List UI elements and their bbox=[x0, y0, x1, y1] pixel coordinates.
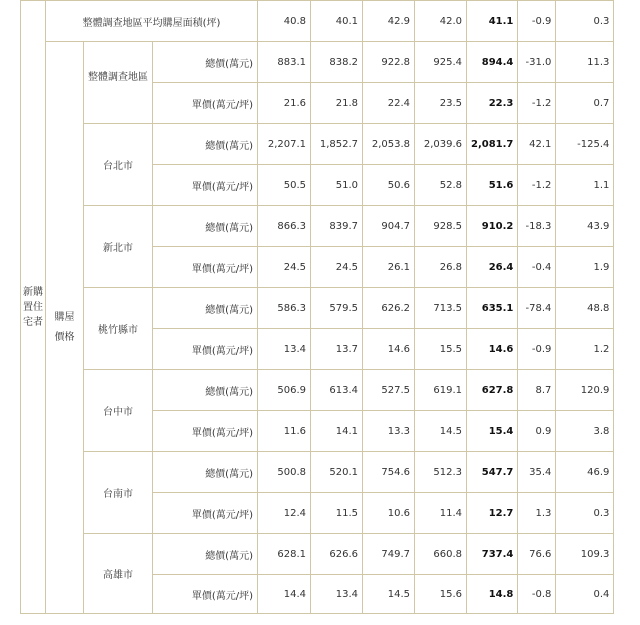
value-cell: 15.5 bbox=[415, 329, 467, 370]
value-cell: -0.9 bbox=[518, 1, 556, 42]
value-cell: 626.6 bbox=[311, 534, 363, 575]
value-cell: 1,852.7 bbox=[311, 124, 363, 165]
value-cell: 0.9 bbox=[518, 411, 556, 452]
value-cell: 11.5 bbox=[311, 493, 363, 534]
region-name: 台南市 bbox=[84, 452, 153, 534]
value-cell: -1.2 bbox=[518, 83, 556, 124]
value-cell: 894.4 bbox=[467, 42, 518, 83]
value-cell: 50.6 bbox=[363, 165, 415, 206]
metric-label: 單價(萬元/坪) bbox=[153, 411, 258, 452]
value-cell: 14.8 bbox=[467, 575, 518, 614]
value-cell: 14.1 bbox=[311, 411, 363, 452]
value-cell: 579.5 bbox=[311, 288, 363, 329]
value-cell: 586.3 bbox=[258, 288, 311, 329]
value-cell: 109.3 bbox=[556, 534, 614, 575]
value-cell: 1.9 bbox=[556, 247, 614, 288]
metric-label: 總價(萬元) bbox=[153, 42, 258, 83]
value-cell: -125.4 bbox=[556, 124, 614, 165]
value-cell: 40.8 bbox=[258, 1, 311, 42]
value-cell: 50.5 bbox=[258, 165, 311, 206]
value-cell: 628.1 bbox=[258, 534, 311, 575]
area-label: 整體調查地區平均購屋面積(坪) bbox=[46, 1, 258, 42]
table-row bbox=[21, 206, 614, 247]
value-cell: 22.3 bbox=[467, 83, 518, 124]
value-cell: -0.9 bbox=[518, 329, 556, 370]
value-cell: 24.5 bbox=[258, 247, 311, 288]
value-cell: 660.8 bbox=[415, 534, 467, 575]
metric-label: 總價(萬元) bbox=[153, 370, 258, 411]
value-cell: 35.4 bbox=[518, 452, 556, 493]
value-cell: 754.6 bbox=[363, 452, 415, 493]
value-cell: 22.4 bbox=[363, 83, 415, 124]
value-cell: 52.8 bbox=[415, 165, 467, 206]
value-cell: 910.2 bbox=[467, 206, 518, 247]
value-cell: -78.4 bbox=[518, 288, 556, 329]
metric-label: 單價(萬元/坪) bbox=[153, 329, 258, 370]
value-cell: 13.3 bbox=[363, 411, 415, 452]
value-cell: 14.4 bbox=[258, 575, 311, 614]
value-cell: 21.6 bbox=[258, 83, 311, 124]
value-cell: 2,081.7 bbox=[467, 124, 518, 165]
metric-label: 單價(萬元/坪) bbox=[153, 83, 258, 124]
value-cell: 11.4 bbox=[415, 493, 467, 534]
value-cell: 520.1 bbox=[311, 452, 363, 493]
value-cell: 613.4 bbox=[311, 370, 363, 411]
value-cell: 749.7 bbox=[363, 534, 415, 575]
area-row bbox=[21, 1, 614, 42]
value-cell: 0.3 bbox=[556, 1, 614, 42]
survey-table-container bbox=[20, 0, 614, 614]
value-cell: 928.5 bbox=[415, 206, 467, 247]
value-cell: 1.1 bbox=[556, 165, 614, 206]
metric-label: 總價(萬元) bbox=[153, 534, 258, 575]
value-cell: 626.2 bbox=[363, 288, 415, 329]
value-cell: 48.8 bbox=[556, 288, 614, 329]
value-cell: 11.3 bbox=[556, 42, 614, 83]
value-cell: 15.6 bbox=[415, 575, 467, 614]
value-cell: 14.5 bbox=[363, 575, 415, 614]
value-cell: -18.3 bbox=[518, 206, 556, 247]
metric-label: 單價(萬元/坪) bbox=[153, 165, 258, 206]
value-cell: 3.8 bbox=[556, 411, 614, 452]
metric-label: 單價(萬元/坪) bbox=[153, 575, 258, 614]
metric-label: 單價(萬元/坪) bbox=[153, 493, 258, 534]
value-cell: 42.0 bbox=[415, 1, 467, 42]
value-cell: 506.9 bbox=[258, 370, 311, 411]
value-cell: 40.1 bbox=[311, 1, 363, 42]
value-cell: 1.2 bbox=[556, 329, 614, 370]
table-row bbox=[21, 534, 614, 575]
metric-label: 總價(萬元) bbox=[153, 206, 258, 247]
region-name: 新北市 bbox=[84, 206, 153, 288]
table-row bbox=[21, 124, 614, 165]
value-cell: 42.9 bbox=[363, 1, 415, 42]
table-row bbox=[21, 288, 614, 329]
value-cell: 13.7 bbox=[311, 329, 363, 370]
value-cell: 0.4 bbox=[556, 575, 614, 614]
value-cell: 0.3 bbox=[556, 493, 614, 534]
value-cell: 883.1 bbox=[258, 42, 311, 83]
value-cell: 51.6 bbox=[467, 165, 518, 206]
housing-price-table bbox=[20, 0, 614, 614]
value-cell: 839.7 bbox=[311, 206, 363, 247]
value-cell: 12.4 bbox=[258, 493, 311, 534]
region-name: 桃竹縣市 bbox=[84, 288, 153, 370]
value-cell: 14.6 bbox=[467, 329, 518, 370]
main-group-text: 置住 bbox=[23, 301, 43, 313]
metric-label: 總價(萬元) bbox=[153, 452, 258, 493]
value-cell: 737.4 bbox=[467, 534, 518, 575]
region-name: 台北市 bbox=[84, 124, 153, 206]
value-cell: 500.8 bbox=[258, 452, 311, 493]
value-cell: 42.1 bbox=[518, 124, 556, 165]
value-cell: 10.6 bbox=[363, 493, 415, 534]
region-name: 台中市 bbox=[84, 370, 153, 452]
main-group-text: 新購 bbox=[23, 286, 43, 298]
value-cell: 1.3 bbox=[518, 493, 556, 534]
value-cell: 0.7 bbox=[556, 83, 614, 124]
value-cell: 619.1 bbox=[415, 370, 467, 411]
value-cell: 925.4 bbox=[415, 42, 467, 83]
value-cell: 512.3 bbox=[415, 452, 467, 493]
value-cell: 23.5 bbox=[415, 83, 467, 124]
value-cell: -0.4 bbox=[518, 247, 556, 288]
value-cell: 41.1 bbox=[467, 1, 518, 42]
value-cell: 46.9 bbox=[556, 452, 614, 493]
value-cell: 26.4 bbox=[467, 247, 518, 288]
value-cell: 14.6 bbox=[363, 329, 415, 370]
category-text: 價格 bbox=[54, 331, 75, 343]
value-cell: 120.9 bbox=[556, 370, 614, 411]
value-cell: 635.1 bbox=[467, 288, 518, 329]
value-cell: 713.5 bbox=[415, 288, 467, 329]
value-cell: 11.6 bbox=[258, 411, 311, 452]
region-name: 整體調查地區 bbox=[84, 42, 153, 124]
category-cell bbox=[46, 42, 84, 614]
value-cell: 13.4 bbox=[311, 575, 363, 614]
region-name: 高雄市 bbox=[84, 534, 153, 614]
value-cell: 26.8 bbox=[415, 247, 467, 288]
value-cell: 627.8 bbox=[467, 370, 518, 411]
main-group-text: 宅者 bbox=[23, 316, 43, 328]
value-cell: 26.1 bbox=[363, 247, 415, 288]
value-cell: -31.0 bbox=[518, 42, 556, 83]
value-cell: 2,207.1 bbox=[258, 124, 311, 165]
value-cell: 866.3 bbox=[258, 206, 311, 247]
value-cell: 24.5 bbox=[311, 247, 363, 288]
main-group-cell bbox=[21, 1, 46, 614]
value-cell: 43.9 bbox=[556, 206, 614, 247]
value-cell: -1.2 bbox=[518, 165, 556, 206]
value-cell: 922.8 bbox=[363, 42, 415, 83]
value-cell: 76.6 bbox=[518, 534, 556, 575]
metric-label: 單價(萬元/坪) bbox=[153, 247, 258, 288]
table-row bbox=[21, 42, 614, 83]
value-cell: 2,053.8 bbox=[363, 124, 415, 165]
table-row bbox=[21, 452, 614, 493]
value-cell: 838.2 bbox=[311, 42, 363, 83]
value-cell: 2,039.6 bbox=[415, 124, 467, 165]
value-cell: -0.8 bbox=[518, 575, 556, 614]
value-cell: 547.7 bbox=[467, 452, 518, 493]
metric-label: 總價(萬元) bbox=[153, 288, 258, 329]
value-cell: 13.4 bbox=[258, 329, 311, 370]
value-cell: 904.7 bbox=[363, 206, 415, 247]
category-text: 購屋 bbox=[54, 311, 75, 323]
value-cell: 51.0 bbox=[311, 165, 363, 206]
value-cell: 527.5 bbox=[363, 370, 415, 411]
value-cell: 14.5 bbox=[415, 411, 467, 452]
metric-label: 總價(萬元) bbox=[153, 124, 258, 165]
value-cell: 15.4 bbox=[467, 411, 518, 452]
table-row bbox=[21, 370, 614, 411]
value-cell: 8.7 bbox=[518, 370, 556, 411]
value-cell: 21.8 bbox=[311, 83, 363, 124]
value-cell: 12.7 bbox=[467, 493, 518, 534]
